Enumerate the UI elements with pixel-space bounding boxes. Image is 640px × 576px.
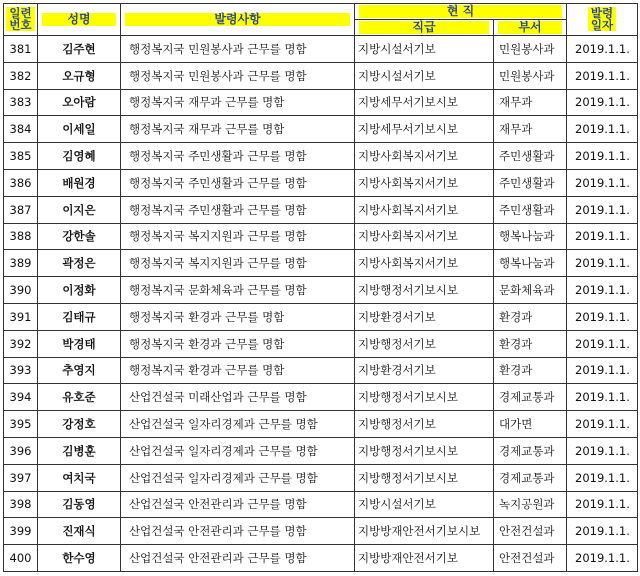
- row-id: 397: [4, 464, 38, 491]
- row-name: 강한솔: [38, 223, 121, 250]
- table-row: [4, 518, 638, 545]
- row-date: 2019.1.1.: [567, 330, 638, 357]
- row-order: 산업건설국 일자리경제과 근무를 명함: [121, 464, 355, 491]
- row-dept: 문화체육과: [494, 277, 567, 304]
- table-row: [4, 491, 638, 518]
- row-id: 391: [4, 303, 38, 330]
- row-id: 383: [4, 89, 38, 116]
- header-current: 현 직: [355, 4, 567, 20]
- row-dept: 환경과: [494, 330, 567, 357]
- row-name: 오아람: [38, 89, 121, 116]
- row-date: 2019.1.1.: [567, 437, 638, 464]
- row-order: 산업건설국 안전관리과 근무를 명함: [121, 491, 355, 518]
- header-date: 발령 일자: [567, 4, 638, 36]
- row-rank: 지방시설서기보: [355, 491, 494, 518]
- row-order: 행정복지국 환경과 근무를 명함: [121, 330, 355, 357]
- row-date: 2019.1.1.: [567, 116, 638, 143]
- row-dept: 재무과: [494, 89, 567, 116]
- row-order: 산업건설국 안전관리과 근무를 명함: [121, 545, 355, 572]
- row-dept: 경제교통과: [494, 437, 567, 464]
- row-name: 박경태: [38, 330, 121, 357]
- row-dept: 행복나눔과: [494, 250, 567, 277]
- row-rank: 지방사회복지서기보: [355, 143, 494, 170]
- row-date: 2019.1.1.: [567, 303, 638, 330]
- row-rank: 지방행정서기보시보: [355, 384, 494, 411]
- row-id: 382: [4, 62, 38, 89]
- row-order: 행정복지국 복지지원과 근무를 명함: [121, 223, 355, 250]
- row-date: 2019.1.1.: [567, 357, 638, 384]
- row-name: 유호준: [38, 384, 121, 411]
- row-order: 행정복지국 민원봉사과 근무를 명함: [121, 36, 355, 63]
- row-rank: 지방환경서기보: [355, 303, 494, 330]
- row-dept: 경제교통과: [494, 384, 567, 411]
- row-date: 2019.1.1.: [567, 491, 638, 518]
- row-name: 추영지: [38, 357, 121, 384]
- row-order: 행정복지국 재무과 근무를 명함: [121, 89, 355, 116]
- personnel-table: [3, 3, 638, 572]
- row-rank: 지방행정서기보시보: [355, 277, 494, 304]
- row-id: 400: [4, 545, 38, 572]
- row-dept: 주민생활과: [494, 169, 567, 196]
- row-order: 산업건설국 안전관리과 근무를 명함: [121, 518, 355, 545]
- row-dept: 경제교통과: [494, 464, 567, 491]
- row-dept: 재무과: [494, 116, 567, 143]
- table-row: [4, 143, 638, 170]
- row-rank: 지방방재안전서기보: [355, 545, 494, 572]
- row-date: 2019.1.1.: [567, 384, 638, 411]
- table-row: [4, 196, 638, 223]
- row-dept: 행복나눔과: [494, 223, 567, 250]
- row-id: 399: [4, 518, 38, 545]
- row-id: 386: [4, 169, 38, 196]
- row-dept: 민원봉사과: [494, 62, 567, 89]
- header-rank: 직급: [355, 20, 494, 36]
- row-date: 2019.1.1.: [567, 545, 638, 572]
- row-rank: 지방세무서기보시보: [355, 89, 494, 116]
- row-date: 2019.1.1.: [567, 196, 638, 223]
- table-row: [4, 437, 638, 464]
- row-date: 2019.1.1.: [567, 411, 638, 438]
- row-id: 389: [4, 250, 38, 277]
- row-date: 2019.1.1.: [567, 169, 638, 196]
- row-order: 행정복지국 주민생활과 근무를 명함: [121, 196, 355, 223]
- table-row: [4, 330, 638, 357]
- row-id: 384: [4, 116, 38, 143]
- row-rank: 지방방재안전서기보시보: [355, 518, 494, 545]
- row-date: 2019.1.1.: [567, 89, 638, 116]
- row-id: 393: [4, 357, 38, 384]
- row-name: 여치국: [38, 464, 121, 491]
- row-rank: 지방사회복지서기보: [355, 223, 494, 250]
- row-dept: 주민생활과: [494, 196, 567, 223]
- table-row: [4, 545, 638, 572]
- header-name: 성명: [38, 4, 121, 36]
- row-id: 381: [4, 36, 38, 63]
- row-date: 2019.1.1.: [567, 143, 638, 170]
- row-order: 행정복지국 주민생활과 근무를 명함: [121, 169, 355, 196]
- row-rank: 지방행정서기보시보: [355, 464, 494, 491]
- row-dept: 환경과: [494, 303, 567, 330]
- row-rank: 지방사회복지서기보: [355, 169, 494, 196]
- row-rank: 지방행정서기보시보: [355, 437, 494, 464]
- row-id: 390: [4, 277, 38, 304]
- row-dept: 안전건설과: [494, 518, 567, 545]
- row-rank: 지방세무서기보시보: [355, 116, 494, 143]
- row-order: 산업건설국 일자리경제과 근무를 명함: [121, 411, 355, 438]
- row-id: 387: [4, 196, 38, 223]
- row-name: 김주현: [38, 36, 121, 63]
- row-rank: 지방사회복지서기보: [355, 196, 494, 223]
- row-id: 398: [4, 491, 38, 518]
- table-row: [4, 62, 638, 89]
- row-name: 김태규: [38, 303, 121, 330]
- row-name: 이지은: [38, 196, 121, 223]
- table-row: [4, 464, 638, 491]
- table-body: [4, 36, 638, 572]
- row-name: 강정호: [38, 411, 121, 438]
- row-id: 388: [4, 223, 38, 250]
- row-rank: 지방시설서기보: [355, 62, 494, 89]
- row-date: 2019.1.1.: [567, 277, 638, 304]
- row-order: 행정복지국 민원봉사과 근무를 명함: [121, 62, 355, 89]
- row-order: 산업건설국 일자리경제과 근무를 명함: [121, 437, 355, 464]
- table-row: [4, 36, 638, 63]
- row-date: 2019.1.1.: [567, 36, 638, 63]
- row-id: 396: [4, 437, 38, 464]
- row-date: 2019.1.1.: [567, 250, 638, 277]
- row-rank: 지방행정서기보: [355, 330, 494, 357]
- row-dept: 안전건설과: [494, 545, 567, 572]
- row-order: 행정복지국 복지지원과 근무를 명함: [121, 250, 355, 277]
- row-name: 이세일: [38, 116, 121, 143]
- row-dept: 녹지공원과: [494, 491, 567, 518]
- row-id: 395: [4, 411, 38, 438]
- table-row: [4, 411, 638, 438]
- row-dept: 민원봉사과: [494, 36, 567, 63]
- table-row: [4, 89, 638, 116]
- row-rank: 지방사회복지서기보: [355, 250, 494, 277]
- row-order: 산업건설국 미래산업과 근무를 명함: [121, 384, 355, 411]
- table-row: [4, 277, 638, 304]
- row-order: 행정복지국 주민생활과 근무를 명함: [121, 143, 355, 170]
- row-name: 배원경: [38, 169, 121, 196]
- row-order: 행정복지국 환경과 근무를 명함: [121, 303, 355, 330]
- row-order: 행정복지국 문화체육과 근무를 명함: [121, 277, 355, 304]
- row-order: 행정복지국 환경과 근무를 명함: [121, 357, 355, 384]
- row-rank: 지방시설서기보: [355, 36, 494, 63]
- table-row: [4, 223, 638, 250]
- row-id: 385: [4, 143, 38, 170]
- table-row: [4, 357, 638, 384]
- row-rank: 지방행정서기보: [355, 411, 494, 438]
- row-date: 2019.1.1.: [567, 223, 638, 250]
- row-name: 김영혜: [38, 143, 121, 170]
- row-dept: 주민생활과: [494, 143, 567, 170]
- row-date: 2019.1.1.: [567, 62, 638, 89]
- row-name: 김동영: [38, 491, 121, 518]
- row-name: 곽정은: [38, 250, 121, 277]
- table-row: [4, 116, 638, 143]
- row-name: 김병훈: [38, 437, 121, 464]
- row-name: 이정화: [38, 277, 121, 304]
- header-order: 발령사항: [121, 4, 355, 36]
- table-row: [4, 250, 638, 277]
- row-dept: 환경과: [494, 357, 567, 384]
- header-id: 일련 번호: [4, 4, 38, 36]
- table-row: [4, 384, 638, 411]
- header-dept: 부서: [494, 20, 567, 36]
- table-row: [4, 169, 638, 196]
- row-date: 2019.1.1.: [567, 518, 638, 545]
- row-date: 2019.1.1.: [567, 464, 638, 491]
- row-name: 오규형: [38, 62, 121, 89]
- row-id: 394: [4, 384, 38, 411]
- row-id: 392: [4, 330, 38, 357]
- row-rank: 지방환경서기보: [355, 357, 494, 384]
- row-name: 한수영: [38, 545, 121, 572]
- row-name: 진재식: [38, 518, 121, 545]
- table-row: [4, 303, 638, 330]
- row-dept: 대가면: [494, 411, 567, 438]
- row-order: 행정복지국 재무과 근무를 명함: [121, 116, 355, 143]
